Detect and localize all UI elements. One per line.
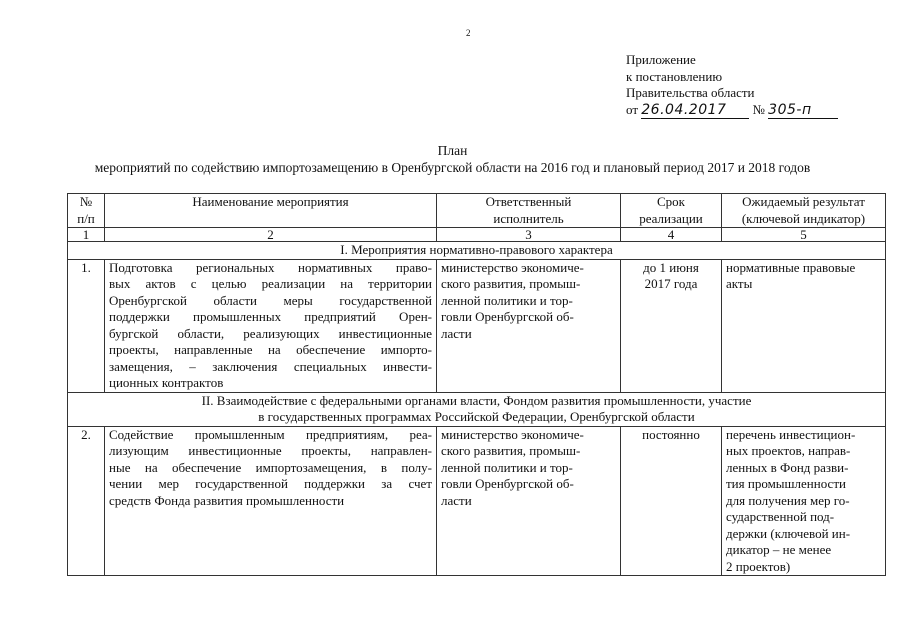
expected-result-line: тия промышленности (726, 476, 846, 491)
section-title (68, 392, 886, 426)
measure-name (105, 426, 437, 576)
measure-name-line: замещения, – заключения специальных инвести- (109, 358, 432, 374)
plan-heading: План (437, 143, 468, 158)
implementation-term (621, 426, 722, 576)
header-result: Ожидаемый результат (ключевой индикатор) (722, 194, 886, 228)
header-name: Наименование мероприятия (105, 194, 437, 228)
table-body (68, 242, 886, 576)
header-num: № п/п (68, 194, 105, 228)
expected-result (722, 259, 886, 392)
handwritten-number: 305-п (768, 102, 838, 120)
column-index: 4 (621, 228, 722, 242)
measure-name-line: бургской области, реализующих инвестиционные (109, 325, 432, 341)
row-number: 1. (68, 259, 105, 392)
measure-name-line: проекты, направленные на обеспечение импорто- (109, 342, 432, 357)
responsible-executor-line: говли Оренбургской об- (441, 476, 574, 491)
header-executor: Ответственный исполнитель (437, 194, 621, 228)
measure-name-line: Содействие промышленным предприятиям, реа- (109, 426, 432, 442)
responsible-executor-line: министерство экономиче- (441, 426, 584, 442)
responsible-executor-line: говли Оренбургской об- (441, 309, 574, 324)
measure-name-line: чении мер государственной поддержки за счет (109, 476, 432, 491)
plan-subtitle: мероприятий по содействию импортозамещению в Оренбургской области на 2016 год и плановый период 2017 и 2018 годов (94, 160, 811, 175)
section-row (68, 242, 886, 260)
responsible-executor-line: ленной политики и тор- (441, 292, 573, 308)
expected-result-line: для получения мер го- (726, 492, 850, 508)
expected-result-line: акты (726, 276, 753, 291)
appendix-authority: Правительства области (626, 85, 755, 100)
row-number: 2. (68, 426, 105, 576)
column-index: 2 (105, 228, 437, 242)
measure-name-line: средств Фонда развития промышленности (109, 492, 345, 508)
measure-name (105, 259, 437, 392)
measure-name-line: Оренбургской области меры государственной (109, 292, 432, 308)
implementation-term-line: до 1 июня (643, 259, 699, 275)
expected-result-line: 2 проектов) (726, 558, 791, 574)
measures-table (67, 193, 886, 576)
column-index: 3 (437, 228, 621, 242)
measure-name-line: вых актов с целью реализации на территории (109, 276, 432, 291)
column-index-row (68, 228, 886, 242)
column-index: 1 (68, 228, 105, 242)
measure-name-line: лизующим инвестиционные проекты, направлен- (109, 443, 432, 458)
responsible-executor-line: ленной политики и тор- (441, 459, 573, 475)
plan-title (0, 142, 905, 176)
section-row (68, 392, 886, 426)
section-title-line: II. Взаимодействие с федеральными органами власти, Фондом развития промышленности, участие (201, 392, 752, 408)
section-title-line: I. Мероприятия нормативно-правового характера (340, 242, 613, 257)
expected-result-line: дикатор – не менее (726, 542, 832, 557)
appendix-label: Приложение (626, 52, 696, 67)
expected-result-line: сударственной под- (726, 509, 835, 524)
column-index: 5 (722, 228, 886, 242)
expected-result (722, 426, 886, 576)
header-term: Срок реализации (621, 194, 722, 228)
appendix-signature-line (626, 102, 838, 120)
measure-name-line: ные на обеспечение импортозамещения, в полу- (109, 459, 432, 475)
implementation-term-line: 2017 года (644, 276, 698, 291)
measure-name-line: ционных контрактов (109, 375, 224, 390)
responsible-executor-line: ского развития, промыш- (441, 276, 581, 291)
page-number: 2 (466, 28, 471, 38)
appendix-block (626, 52, 838, 119)
section-title (68, 242, 886, 260)
responsible-executor-line: ласти (441, 325, 472, 341)
expected-result-line: ленных в Фонд разви- (726, 459, 849, 475)
responsible-executor-line: ласти (441, 492, 472, 508)
expected-result-line: держки (ключевой ин- (726, 525, 851, 541)
responsible-executor-line: ского развития, промыш- (441, 443, 581, 458)
implementation-term (621, 259, 722, 392)
responsible-executor-line: министерство экономиче- (441, 259, 584, 275)
measure-name-line: Подготовка региональных нормативных право- (109, 259, 432, 275)
header-row (68, 194, 886, 228)
table-row (68, 426, 886, 576)
expected-result-line: нормативные правовые (726, 259, 856, 275)
handwritten-date: 26.04.2017 (641, 102, 749, 120)
appendix-ref: к постановлению (626, 68, 723, 84)
table-row (68, 259, 886, 392)
section-title-line: в государственных программах Российской Федерации, Оренбургской области (258, 409, 695, 424)
date-prefix: от (626, 101, 639, 117)
responsible-executor (437, 426, 621, 576)
expected-result-line: ных проектов, направ- (726, 443, 851, 458)
implementation-term-line: постоянно (642, 426, 700, 442)
responsible-executor (437, 259, 621, 392)
measure-name-line: поддержки промышленных предприятий Орен- (109, 309, 432, 324)
expected-result-line: перечень инвестицион- (726, 426, 856, 442)
number-prefix: № (752, 101, 765, 117)
